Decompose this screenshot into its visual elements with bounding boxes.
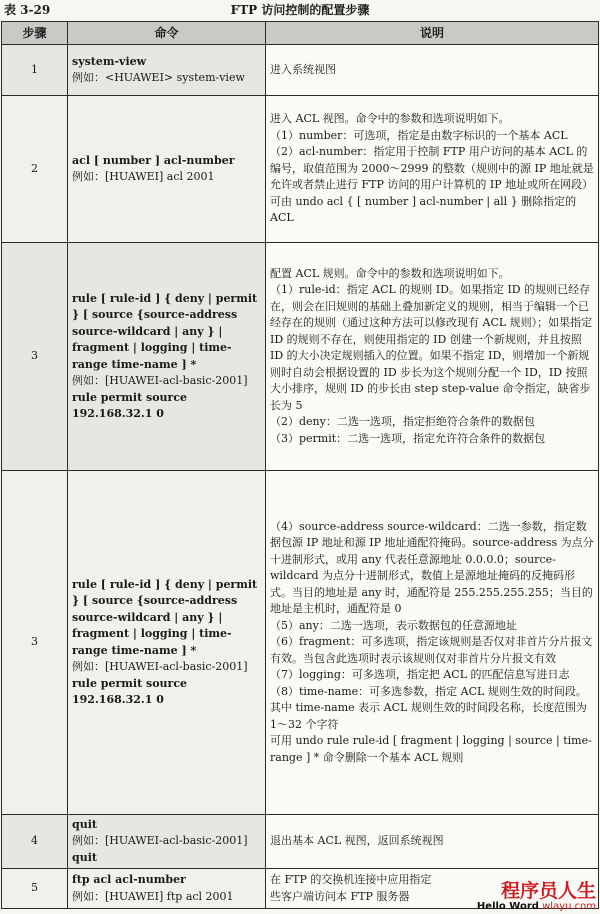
header-command: 命令 — [68, 22, 266, 45]
description-text: （8）time-name：可多选参数，指定 ACL 规则生效的时间段。其中 time-name 表示 ACL 规则生效的时间段名称，长度范围为 1～32 个字符 — [270, 684, 587, 731]
description-text: （6）fragment：可多选项，指定该规则是否仅对非首片分片报文有效。当包含此选项时表示该规则仅对非首片分片报文有效 — [270, 635, 593, 665]
description-cell — [266, 96, 599, 243]
command-text: rule [ rule-id ] { deny | permit } [ source {source-address source-wildcard | any } | fragment | logging | time-range time-name ] * — [72, 577, 258, 657]
command-cell — [68, 45, 266, 96]
table-caption — [0, 0, 600, 20]
table-row — [2, 471, 599, 815]
watermark-hello: Hello Word — [476, 901, 539, 912]
table-row — [2, 45, 599, 96]
step-number: 2 — [2, 96, 68, 243]
description-text: 可用 undo rule rule-id [ fragment | logging | source | time-range ] * 命令删除一个基本 ACL 规则 — [270, 734, 592, 764]
description-text: 退出基本 ACL 视图，返回系统视图 — [270, 834, 444, 848]
step-number: 3 — [2, 243, 68, 471]
header-row — [2, 22, 599, 45]
command-example: 例如：[HUAWEI] ftp acl 2001 — [72, 889, 234, 903]
description-text: （7）logging：可多选项，指定把 ACL 的匹配信息写进日志 — [270, 668, 570, 682]
description-text: 进入系统视图 — [270, 62, 336, 76]
description-text: （3）permit：二选一选项，指定允许符合条件的数据包 — [270, 431, 546, 445]
description-cell — [266, 815, 599, 869]
table-row — [2, 96, 599, 243]
command-cell — [68, 869, 266, 909]
step-number: 3 — [2, 471, 68, 815]
command-example-line: rule permit source 192.168.32.1 0 — [72, 390, 188, 420]
command-cell — [68, 243, 266, 471]
command-text: quit — [72, 817, 97, 831]
watermark-title: 程序员人生 — [500, 880, 596, 902]
description-text: 可由 undo acl { [ number ] acl-number | all } 删除指定的 ACL — [270, 194, 577, 225]
description-text: 些客户端访问本 FTP 服务器 — [270, 889, 410, 903]
command-example: 例如：<HUAWEI> system-view — [72, 71, 245, 84]
command-example-line: rule permit source 192.168.32.1 0 — [72, 676, 188, 706]
description-text: （2）deny：二选一选项，指定拒绝符合条件的数据包 — [270, 415, 535, 429]
description-text: （1）number：可选项，指定是由数字标识的一个基本 ACL — [270, 128, 568, 142]
description-cell — [266, 45, 599, 96]
command-text: ftp acl acl-number — [72, 873, 186, 886]
command-example: 例如：[HUAWEI] acl 2001 — [72, 170, 215, 183]
command-text: system-view — [72, 54, 147, 68]
command-text: rule [ rule-id ] { deny | permit } [ source {source-address source-wildcard | any } | fragment | logging | time-range time-name ] * — [72, 291, 258, 371]
table-row — [2, 815, 599, 869]
header-description: 说明 — [266, 22, 599, 45]
step-number: 1 — [2, 45, 68, 96]
description-text: （4）source-address source-wildcard：二选一参数，指定数据包源 IP 地址和源 IP 地址通配符掩码。source-address 为点分十进制形式，或用 any 代表任意源地址 0.0.0.0；source-wildcard 为点分十进制形式，数值上是源地址掩码的反掩码形式。当目的地址是 any 时，通配符是 255.255.255.255；当目的地址是主机时，通配符是 0 — [270, 519, 594, 616]
table-row — [2, 243, 599, 471]
description-text: 进入 ACL 视图。命令中的参数和选项说明如下。 — [270, 112, 510, 126]
command-cell — [68, 471, 266, 815]
description-text: （2）acl-number：指定用于控制 FTP 用户访问的基本 ACL 的编号，取值范围为 2000～2999 的整数（规则中的源 IP 地址就是允许或者禁止进行 FTP 访问的用户计算机的 IP 地址或所在网段） — [270, 145, 594, 192]
description-cell — [266, 243, 599, 471]
description-text: 配置 ACL 规则。命令中的参数和选项说明如下。 — [270, 266, 510, 280]
description-cell — [266, 471, 599, 815]
command-text: acl [ number ] acl-number — [72, 153, 235, 167]
command-cell — [68, 96, 266, 243]
description-text: （1）rule-id：指定 ACL 的规则 ID。如果指定 ID 的规则已经存在，则会在旧规则的基础上叠加新定义的规则，相当于编辑一个已经存在的规则（通过这种方法可以修改现有 ACL 规则）；如果指定 ID 的规则不存在，则使用指定的 ID 创建一个新规则，并且按照 ID 的大小决定规则插入的位置。如果不指定 ID，则增加一个新规则时自动会根据设置的 ID 步长为这个规则分配一个 ID，ID 按照大小排序，规则 ID 的步长由 step step-value 命令指定，缺省步长为 5 — [270, 283, 593, 412]
step-number: 4 — [2, 815, 68, 869]
config-steps-table — [1, 21, 599, 909]
command-example-line: quit — [72, 850, 97, 864]
description-text: （5）any：二选一选项，表示数据包的任意源地址 — [270, 618, 517, 632]
header-step: 步骤 — [2, 22, 68, 45]
watermark-footer — [477, 902, 596, 912]
command-example: 例如：[HUAWEI-acl-basic-2001] — [72, 660, 248, 673]
step-number: 5 — [2, 869, 68, 909]
command-cell — [68, 815, 266, 869]
table-title: FTP 访问控制的配置步骤 — [230, 3, 370, 17]
command-example: 例如：[HUAWEI-acl-basic-2001] — [72, 374, 248, 387]
table-number: 表 3-29 — [4, 3, 51, 17]
watermark — [477, 882, 596, 912]
watermark-site: wlayu.com — [542, 901, 596, 912]
description-text: 在 FTP 的交换机连接中应用指定 — [270, 873, 432, 886]
command-example: 例如：[HUAWEI-acl-basic-2001] — [72, 834, 248, 848]
